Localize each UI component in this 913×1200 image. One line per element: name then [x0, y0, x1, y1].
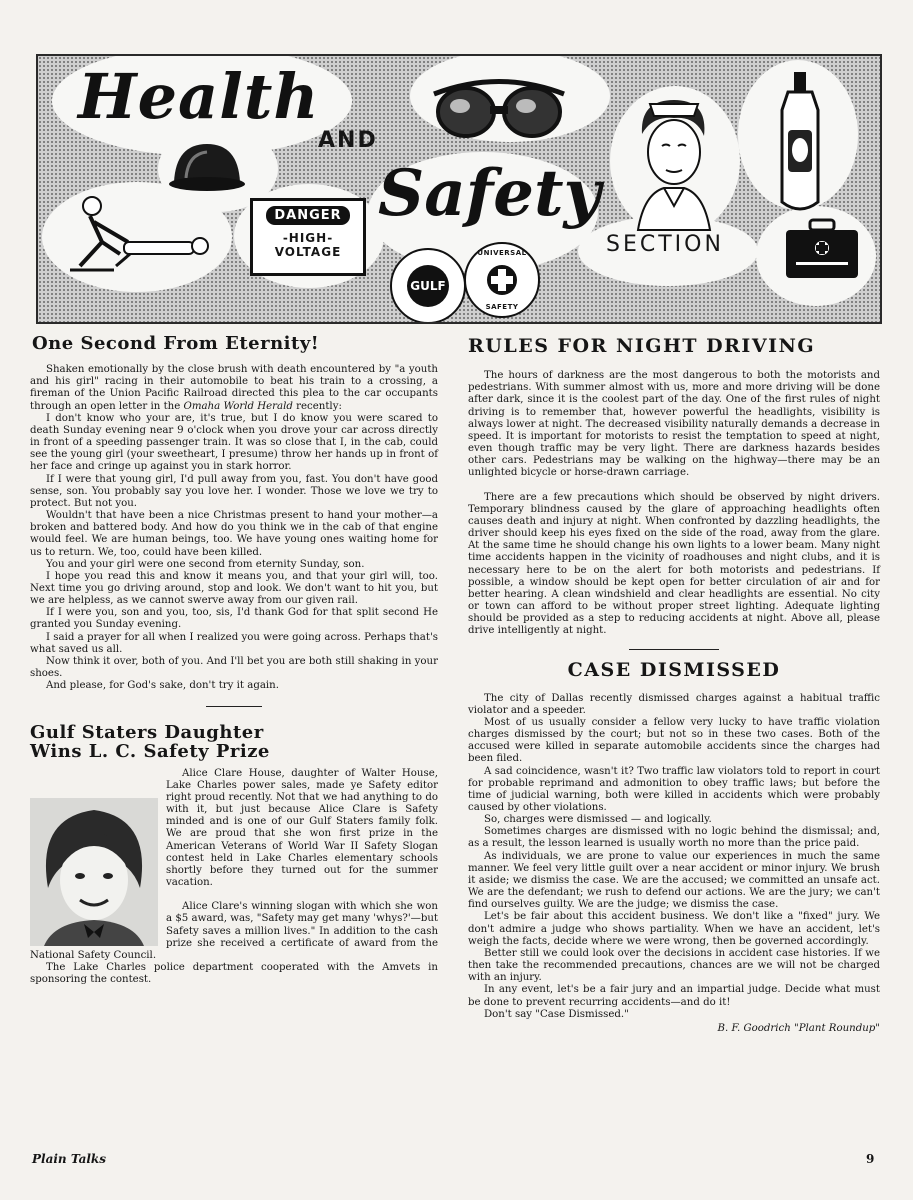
case-dismissed-paragraph: In any event, let's be a fair jury and an impartial judge. Decide what must be done to prevent recurring accidents—and do it!: [468, 984, 880, 1008]
case-dismissed-headline: CASE DISMISSED: [567, 659, 781, 682]
night-driving-paragraph: There are a few precautions which should be observed by night drivers. Temporary blindness caused by the glare of approaching headlights often causes death and injury at night. When confronted by dazzling headlights, the driver should keep his eyes fixed on the side of the road, away from the glare. At the same time he should change his own lights to a lower beam. Many night time accidents happen in the vicinity of roadhouses and night clubs, and it is necessary here to be on the alert for both motorists and pedestrians. If possible, a window should be kept open for better circulation of air and for better hearing. A clean windshield and clear headlights are essential. No city or town can afford to be without proper street lighting. Adequate lighting should be provided as a step to reducing accidents at night. Above all, please drive intelligently at night.: [468, 491, 880, 637]
publication-name: Plain Talks: [32, 1152, 107, 1166]
gulf-seal-text: GULF: [407, 265, 449, 307]
banner-title-section: SECTION: [606, 232, 724, 257]
danger-line-voltage: VOLTAGE: [274, 245, 342, 259]
daughter-paragraph: Alice Clare's winning slogan with which she won a $5 award, was, "Safety may get many 'whys?'—but Safety saves a million lives." In addition to the cash prize she received a certificate of award from the National Safety Council.: [30, 901, 438, 961]
eternity-intro-end: recently:: [292, 400, 342, 412]
case-dismissed-paragraph: Better still we could look over the decisions in accident case histories. If we then take the recommended precautions, chances are we will not be charged with an injury.: [468, 947, 880, 984]
eternity-intro-start: Shaken emotionally by the close brush with death encountered by "a youth and his girl" racing in their automobile to beat his train to a crossing, a fireman of the Union Pacific Railroad directed this plea to the car occupants through an open letter in the: [30, 364, 438, 412]
case-dismissed-paragraph: Don't say "Case Dismissed.": [484, 1008, 629, 1020]
case-dismissed-paragraph: As individuals, we are prone to value our experiences in much the same manner. We feel very little guilt over a near accident or minor injury. We brush it aside; we dismiss the case. We are the accused; we committed an unsafe act. We are the defendant; we rush to defend our actions. We are the jury; we can't find ourselves guilty. We are the judge; we dismiss the case.: [468, 850, 880, 911]
gulf-states-seal: [390, 248, 466, 324]
eternity-headline: One Second From Eternity!: [32, 333, 320, 354]
first-aid-kit-icon: [782, 218, 862, 282]
eternity-paragraph: If I were you, son and you, too, sis, I'd thank God for that split second He granted you Sunday evening.: [30, 607, 438, 631]
daughter-headline-line1: Gulf Staters Daughter: [30, 722, 264, 744]
daughter-text: [30, 768, 438, 987]
goggles-icon: [424, 64, 574, 144]
eternity-paragraph: I hope you read this and know it means you, and that your girl will, too. Next time you go driving around, stop and look. We don't want to hit you, but we are helpless, as we cannot swerve away from our given rail.: [30, 570, 438, 607]
nurse-portrait-icon: [624, 94, 724, 232]
girl-portrait-icon: [30, 798, 158, 946]
eternity-paragraph: I don't know who your are, it's true, but I do know you were scared to death Sunday evening near 9 o'clock when you drove your car across directly in front of a speeding passenger train. It was so close that I, in the cab, could see the young girl (your sweetheart, I presume) throw her hands up in front of her face and cringe up against you in stark horror.: [30, 412, 438, 473]
left-column: [30, 333, 438, 986]
danger-line-high: -HIGH-: [282, 231, 334, 245]
danger-high-voltage-sign: [250, 198, 366, 276]
case-dismissed-paragraph: Sometimes charges are dismissed with no logic behind the dismissal; and, as a result, the lesson learned is usually worth no more than the price paid.: [468, 826, 880, 850]
eternity-story: [30, 333, 438, 692]
health-safety-banner: [36, 54, 882, 324]
page-number: 9: [866, 1152, 875, 1166]
banner-title-and: AND: [318, 128, 378, 153]
universal-safety-seal: [464, 242, 540, 318]
case-dismissed-paragraph: A sad coincidence, wasn't it? Two traffic law violators told to report in court for probable reprimand and admonition to obey traffic laws; but before the time of judicial warning, both were killed in accidents which were probably caused by other violations.: [468, 765, 880, 813]
daughter-paragraph: Alice Clare House, daughter of Walter House, Lake Charles power sales, made ye Safety editor right proud recently. Not that we had anything to do with it, but just because Alice Clare is Safety minded and is one of our Gulf Staters family folk. We are proud that she won first prize in the American Veterans of World War II Safety Slogan contest held in Lake Charles elementary schools shortly before they turned out for the summer vacation.: [166, 767, 438, 889]
night-driving-headline: RULES FOR NIGHT DRIVING: [468, 335, 816, 357]
eternity-intro-paragraph: [30, 364, 438, 413]
daughter-story: [30, 722, 438, 986]
universal-seal-top-text: UNIVERSAL: [477, 249, 527, 257]
banner-title-safety: Safety: [378, 156, 601, 231]
eternity-paragraph: Wouldn't that have been a nice Christmas present to hand your mother—a broken and battered body. And how do you think we in the cab of that engine would feel. We are human beings, too. We have young ones waiting home for us to return. We, too, could have been killed.: [30, 510, 438, 558]
case-dismissed-credit: B. F. Goodrich "Plant Roundup": [717, 1022, 880, 1034]
case-dismissed-story: [468, 659, 880, 1035]
eternity-intro-source: Omaha World Herald: [183, 400, 293, 412]
case-dismissed-paragraph: So, charges were dismissed — and logically.: [484, 814, 712, 826]
daughter-headline-line2: Wins L. C. Safety Prize: [30, 740, 270, 762]
fire-extinguisher-icon: [770, 70, 830, 220]
girl-portrait-photo: [30, 798, 158, 946]
eternity-paragraph: And please, for God's sake, don't try it again.: [46, 680, 279, 692]
night-driving-story: [468, 335, 880, 637]
right-column: [468, 335, 880, 1035]
eternity-paragraph: Now think it over, both of you. And I'll bet you are both still shaking in your shoes.: [30, 655, 438, 680]
case-dismissed-paragraph: Most of us usually consider a fellow very lucky to have traffic violation charges dismissed by the court; but not so in these two cases. Both of the accused were killed in separate automobile accidents since the charges had been filed.: [468, 716, 880, 765]
case-dismissed-paragraph: The city of Dallas recently dismissed charges against a habitual traffic violator and a speeder.: [468, 692, 880, 716]
daughter-paragraph: The Lake Charles police department cooperated with the Amvets in sponsoring the contest.: [30, 962, 438, 986]
banner-title-health: Health: [78, 60, 320, 133]
eternity-paragraph: You and your girl were one second from eternity Sunday, son.: [46, 558, 365, 570]
eternity-paragraph: I said a prayer for all when I realized you were going across. Perhaps that's what saved us all.: [30, 631, 438, 655]
universal-seal-bottom-text: SAFETY: [485, 303, 519, 311]
night-driving-paragraph: The hours of darkness are the most dangerous to both the motorists and pedestrians. With summer almost with us, more and more driving will be done after dark, since it is the coolest part of the day. One of the first rules of night driving is to remember that, however powerful the headlights, visibility is always lower at night. The decreased visibility naturally demands a decrease in speed. It is important for motorists to resist the temptation to speed at night, even though traffic may be very light. There are darkness hazards besides other cars. Pedestrians may be walking on the highway—there may be an unlighted bicycle or horse-drawn carriage.: [468, 370, 880, 479]
case-dismissed-paragraph: Let's be fair about this accident business. We don't like a "fixed" jury. We don't admire a judge who shows partiality. When we have an accident, let's weigh the facts, decide where we were wrong, then be governed accordingly.: [468, 911, 880, 947]
red-cross-icon: [486, 264, 518, 296]
danger-word: DANGER: [266, 206, 349, 225]
first-aid-rescue-icon: [50, 184, 220, 284]
eternity-paragraph: If I were that young girl, I'd pull away from you, fast. You don't have good sense, son. You probably say you love her. I wonder. Those we love we try to protect. But not you.: [30, 473, 438, 509]
